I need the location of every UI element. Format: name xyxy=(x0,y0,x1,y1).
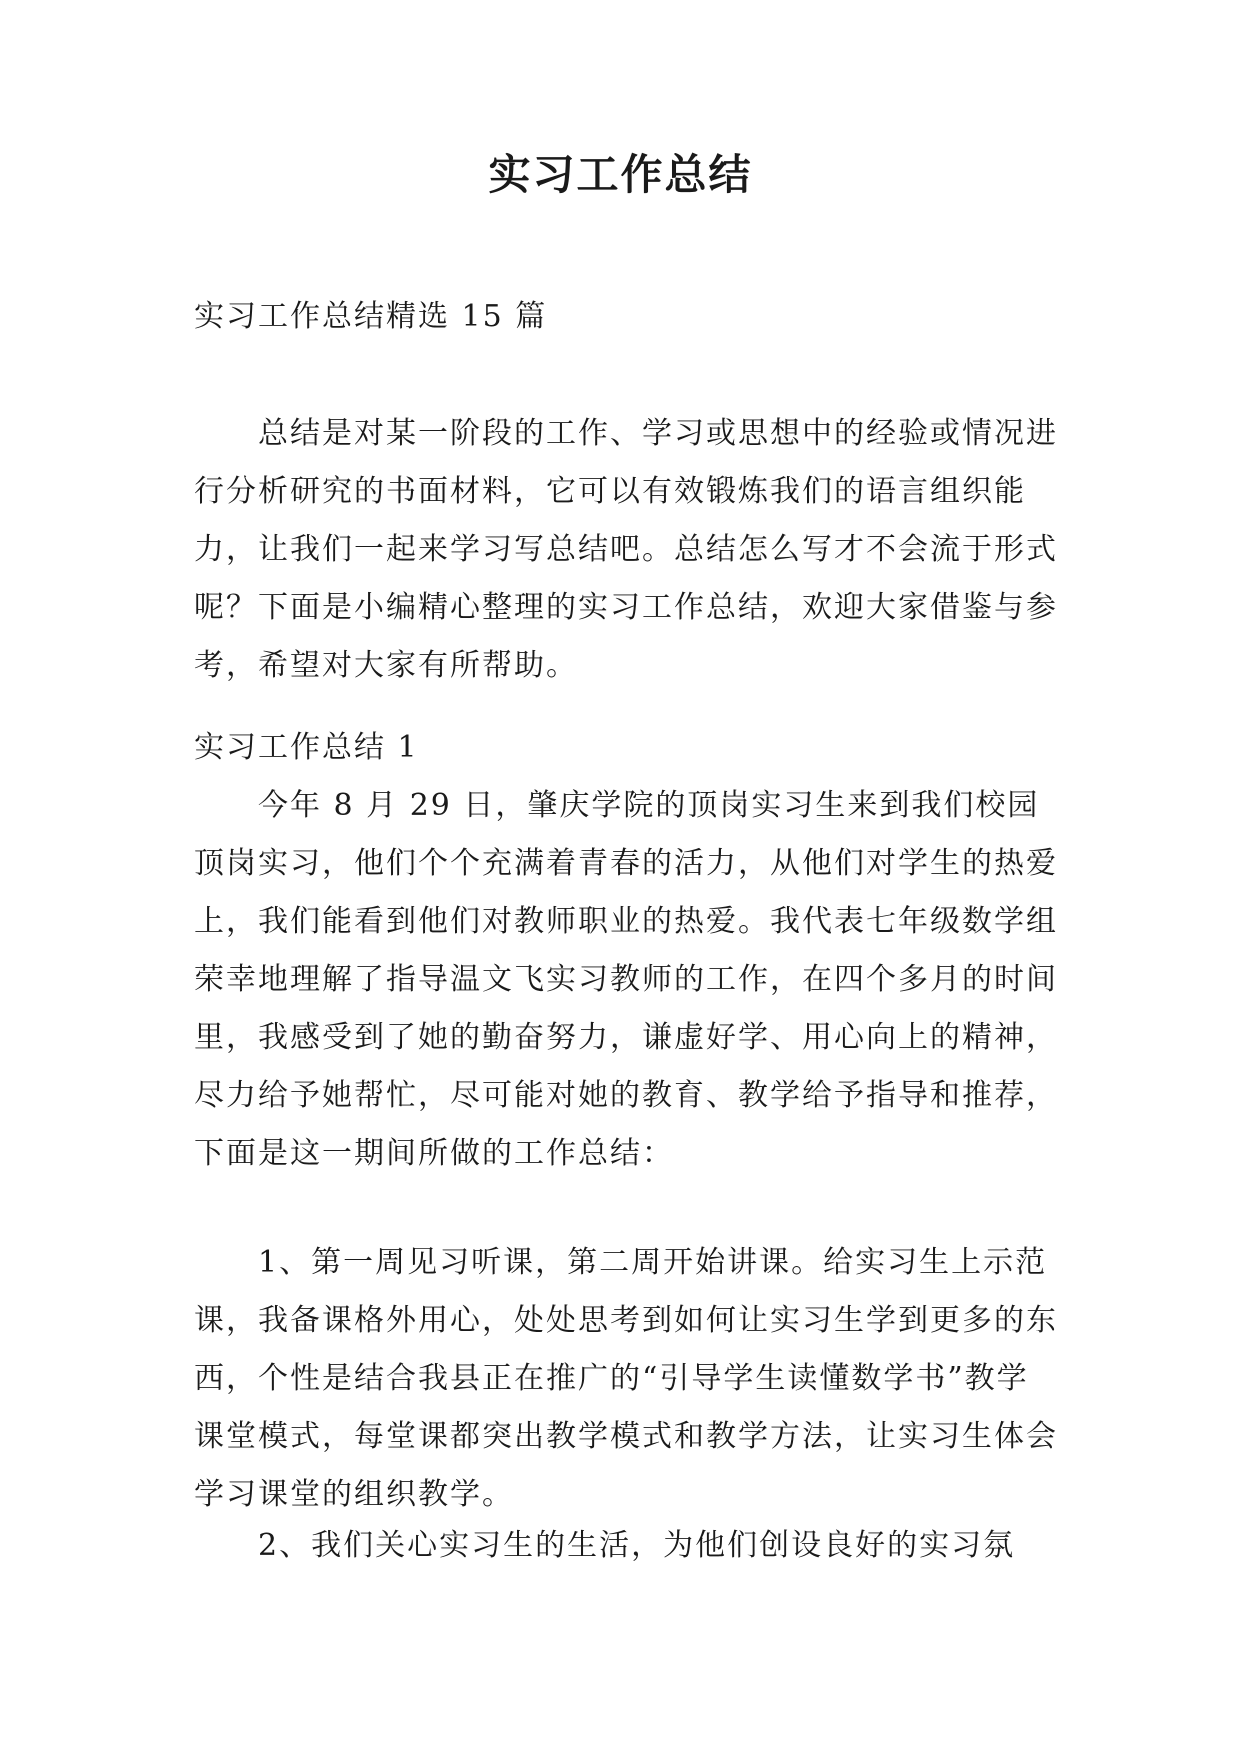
body-paragraph: 2、我们关心实习生的生活，为他们创设良好的实习氛 xyxy=(258,1528,1016,1563)
document-subtitle: 实习工作总结精选 15 篇 xyxy=(194,299,548,334)
section-heading: 实习工作总结 1 xyxy=(194,730,419,765)
document-title: 实习工作总结 xyxy=(488,150,753,199)
body-paragraph: 今年 8 月 29 日，肇庆学院的顶岗实习生来到我们校园顶岗实习，他们个个充满着青春的活力，从他们对学生的热爱上，我们能看到他们对教师职业的热爱。我代表七年级数学组荣幸地理解了指导温文飞实习教师的工作，在四个多月的时间里，我感受到了她的勤奋努力，谦虚好学、用心向上的精神，尽力给予她帮忙，尽可能对她的教育、教学给予指导和推荐，下面是这一期间所做的工作总结： xyxy=(194,788,1058,1171)
intro-paragraph: 总结是对某一阶段的工作、学习或思想中的经验或情况进行分析研究的书面材料，它可以有效锻炼我们的语言组织能力，让我们一起来学习写总结吧。总结怎么写才不会流于形式呢？下面是小编精心整理的实习工作总结，欢迎大家借鉴与参考，希望对大家有所帮助。 xyxy=(194,416,1058,683)
body-paragraph: 1、第一周见习听课，第二周开始讲课。给实习生上示范课，我备课格外用心，处处思考到如何让实习生学到更多的东西，个性是结合我县正在推广的“引导学生读懂数学书”教学课堂模式，每堂课都突出教学模式和教学方法，让实习生体会学习课堂的组织教学。 xyxy=(194,1245,1058,1512)
